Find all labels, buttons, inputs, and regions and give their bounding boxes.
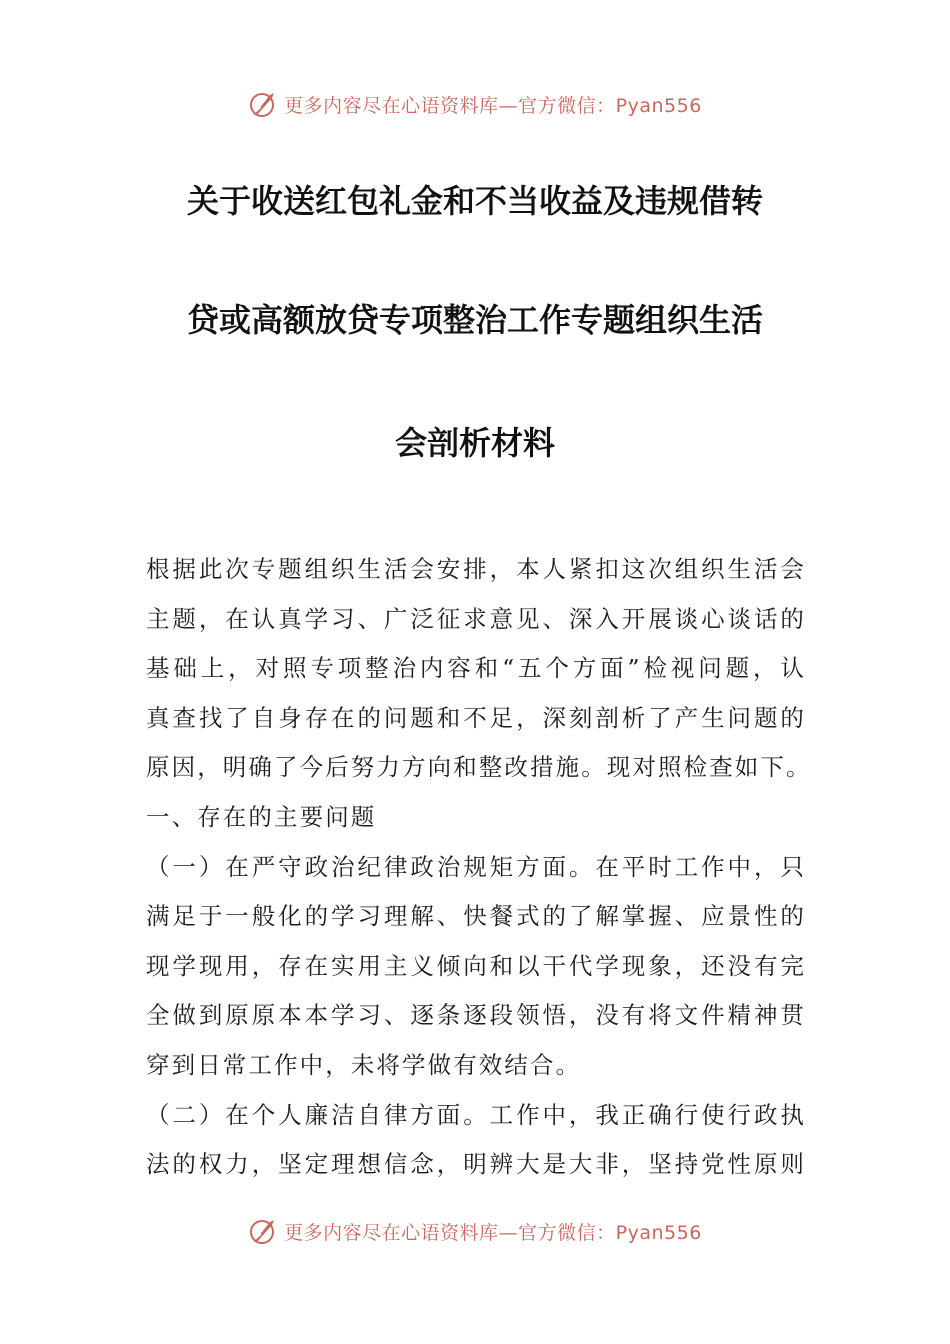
body-line: 真查找了自身存在的问题和不足，深刻剖析了产生问题的 bbox=[146, 703, 806, 732]
document-title-line-2: 贷或高额放贷专项整治工作专题组织生活 bbox=[186, 301, 763, 339]
body-line: 原因，明确了今后努力方向和整改措施。现对照检查如下。 bbox=[146, 753, 812, 782]
body-line: 满足于一般化的学习理解、快餐式的了解掌握、应景性的 bbox=[146, 902, 806, 931]
watermark-text: 更多内容尽在心语资料库—官方微信：Pyan556 bbox=[284, 1221, 702, 1244]
watermark-header bbox=[0, 84, 950, 124]
wechat-id: Pyan556 bbox=[615, 94, 702, 117]
body-line: 主题，在认真学习、广泛征求意见、深入开展谈心谈话的 bbox=[146, 604, 806, 633]
body-line: （一）在严守政治纪律政治规矩方面。在平时工作中，只 bbox=[146, 852, 806, 881]
wechat-id: Pyan556 bbox=[615, 1221, 702, 1244]
body-line: 现学现用，存在实用主义倾向和以干代学现象，还没有完 bbox=[146, 951, 806, 980]
quill-pen-logo-icon bbox=[248, 1216, 278, 1246]
document-body bbox=[146, 550, 812, 1195]
body-line: 法的权力，坚定理想信念，明辨大是大非，坚持党性原则 bbox=[146, 1150, 806, 1179]
body-line: 穿到日常工作中，未将学做有效结合。 bbox=[146, 1050, 582, 1079]
body-line: 根据此次专题组织生活会安排，本人紧扣这次组织生活会 bbox=[146, 555, 806, 583]
watermark-text: 更多内容尽在心语资料库—官方微信：Pyan556 bbox=[284, 94, 702, 117]
body-line: 基础上，对照专项整治内容和“五个方面”检视问题，认 bbox=[146, 654, 806, 683]
quill-pen-logo-icon bbox=[248, 89, 278, 119]
watermark-footer bbox=[0, 1211, 950, 1251]
document-title-line-3: 会剖析材料 bbox=[394, 424, 555, 462]
section-heading: 一、存在的主要问题 bbox=[146, 802, 377, 831]
body-line: 全做到原原本本学习、逐条逐段领悟，没有将文件精神贯 bbox=[146, 1001, 806, 1030]
body-line: （二）在个人廉洁自律方面。工作中，我正确行使行政执 bbox=[146, 1100, 806, 1129]
document-title-line-1: 关于收送红包礼金和不当收益及违规借转 bbox=[186, 182, 763, 220]
